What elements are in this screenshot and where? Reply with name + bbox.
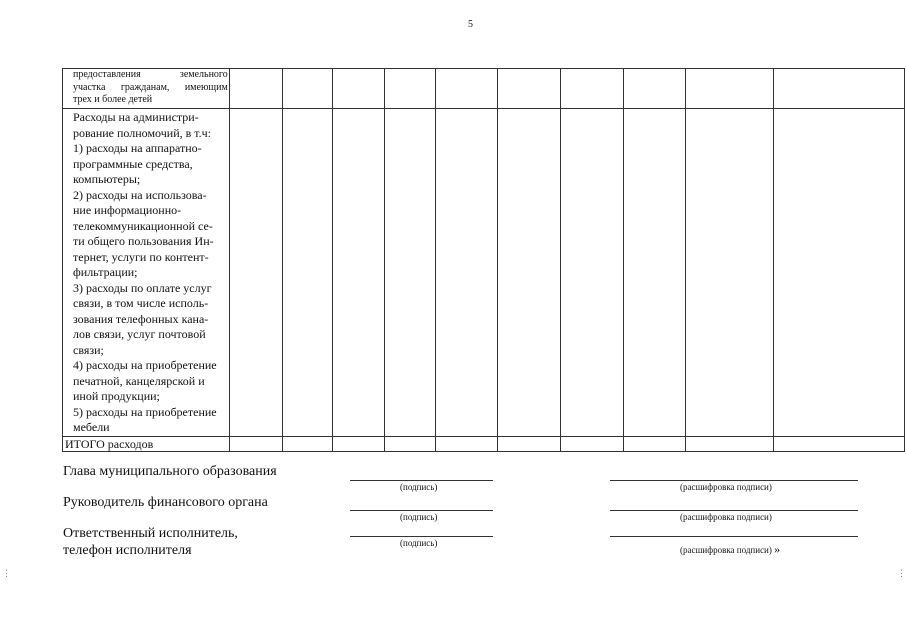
row-label-line: ние информационно- [73,203,182,217]
row-label-line: телекоммуникационной се- [73,218,213,233]
table-cell [560,109,623,437]
table-cell [384,109,435,437]
finance-decoding-line[interactable] [610,510,858,511]
row-label-cell [63,69,230,109]
row-label-line: зования телефонных кана- [73,311,209,326]
head-signature-line[interactable] [350,480,493,481]
executor-decoding-caption [680,542,780,557]
total-label-cell [63,436,230,451]
table-cell [498,436,561,451]
closing-quote: » [774,542,781,556]
table-cell [623,436,686,451]
row-label-line: предоставления земельного [73,69,228,80]
table-cell [435,436,498,451]
table-cell [282,109,332,437]
row-label-line: 5) расходы на приобретение [73,404,217,419]
executor-decoding-text: (расшифровка подписи) [680,545,772,555]
table-row [63,109,905,437]
table-cell [332,109,384,437]
finance-signature-label: Руководитель финансового органа [63,495,268,510]
table-row [63,69,905,109]
table-cell [686,109,773,437]
row-label-cell [63,109,230,437]
row-label-line: участка гражданам, имеющим [73,81,228,93]
table-cell [773,69,904,109]
row-label-line: 4) расходы на приобретение [73,358,217,372]
table-cell [384,69,435,109]
row-label-line: фильтрации; [73,265,138,279]
table-cell [498,69,561,109]
right-edge-mark: ⋮ [897,568,906,578]
finance-decoding-caption: (расшифровка подписи) [680,512,772,522]
row-label-line: связи, в том числе исполь- [73,296,209,310]
row-label-line: 1) расходы на аппаратно- [73,141,202,155]
table-cell [384,436,435,451]
table-cell [686,69,773,109]
table-cell [229,109,282,437]
table-cell [773,109,904,437]
total-label: ИТОГО расходов [65,436,154,451]
row-label-line: 3) расходы по оплате услуг [73,280,212,295]
head-decoding-line[interactable] [610,480,858,481]
row-label-line: мебели [73,420,110,434]
table-cell [560,436,623,451]
table-cell [773,436,904,451]
table-cell [435,69,498,109]
row-label-line: 2) расходы на использова- [73,187,207,202]
table-cell [229,436,282,451]
executor-signature-caption: (подпись) [400,538,438,548]
row-label-line: связи; [73,342,104,357]
row-label-line: программные средства, [73,156,193,171]
finance-signature-line[interactable] [350,510,493,511]
table-cell [560,69,623,109]
left-edge-mark: ⋮ [2,568,11,578]
expense-table [62,68,905,452]
page-number: 5 [468,19,473,30]
table-cell [435,109,498,437]
row-label-line: иной продукции; [73,389,160,403]
table-cell [623,69,686,109]
table-cell [332,436,384,451]
executor-signature-label: Ответственный исполнитель, [63,526,238,541]
row-label-line: Расходы на администри- [73,110,199,124]
table-cell [686,436,773,451]
row-label-line: ти общего пользования Ин- [73,234,214,248]
row-label-line: лов связи, услуг почтовой [73,327,206,341]
executor-phone-label: телефон исполнителя [63,543,192,558]
executor-decoding-line[interactable] [610,536,858,537]
row-label-line: печатной, канцелярской и [73,373,205,388]
table-cell [498,109,561,437]
row-label-line: трех и более детей [73,94,153,105]
table-cell [229,69,282,109]
table-cell [282,436,332,451]
finance-signature-caption: (подпись) [400,512,438,522]
table-cell [623,109,686,437]
table-row-total [63,436,905,451]
row-label-line: тернет, услуги по контент- [73,249,209,264]
row-label-line: компьютеры; [73,172,141,186]
head-signature-label: Глава муниципального образования [63,464,277,479]
table-cell [282,69,332,109]
head-signature-caption: (подпись) [400,482,438,492]
table-cell [332,69,384,109]
row-label-line: рование полномочий, в т.ч: [73,125,211,140]
head-decoding-caption: (расшифровка подписи) [680,482,772,492]
executor-signature-line[interactable] [350,536,493,537]
